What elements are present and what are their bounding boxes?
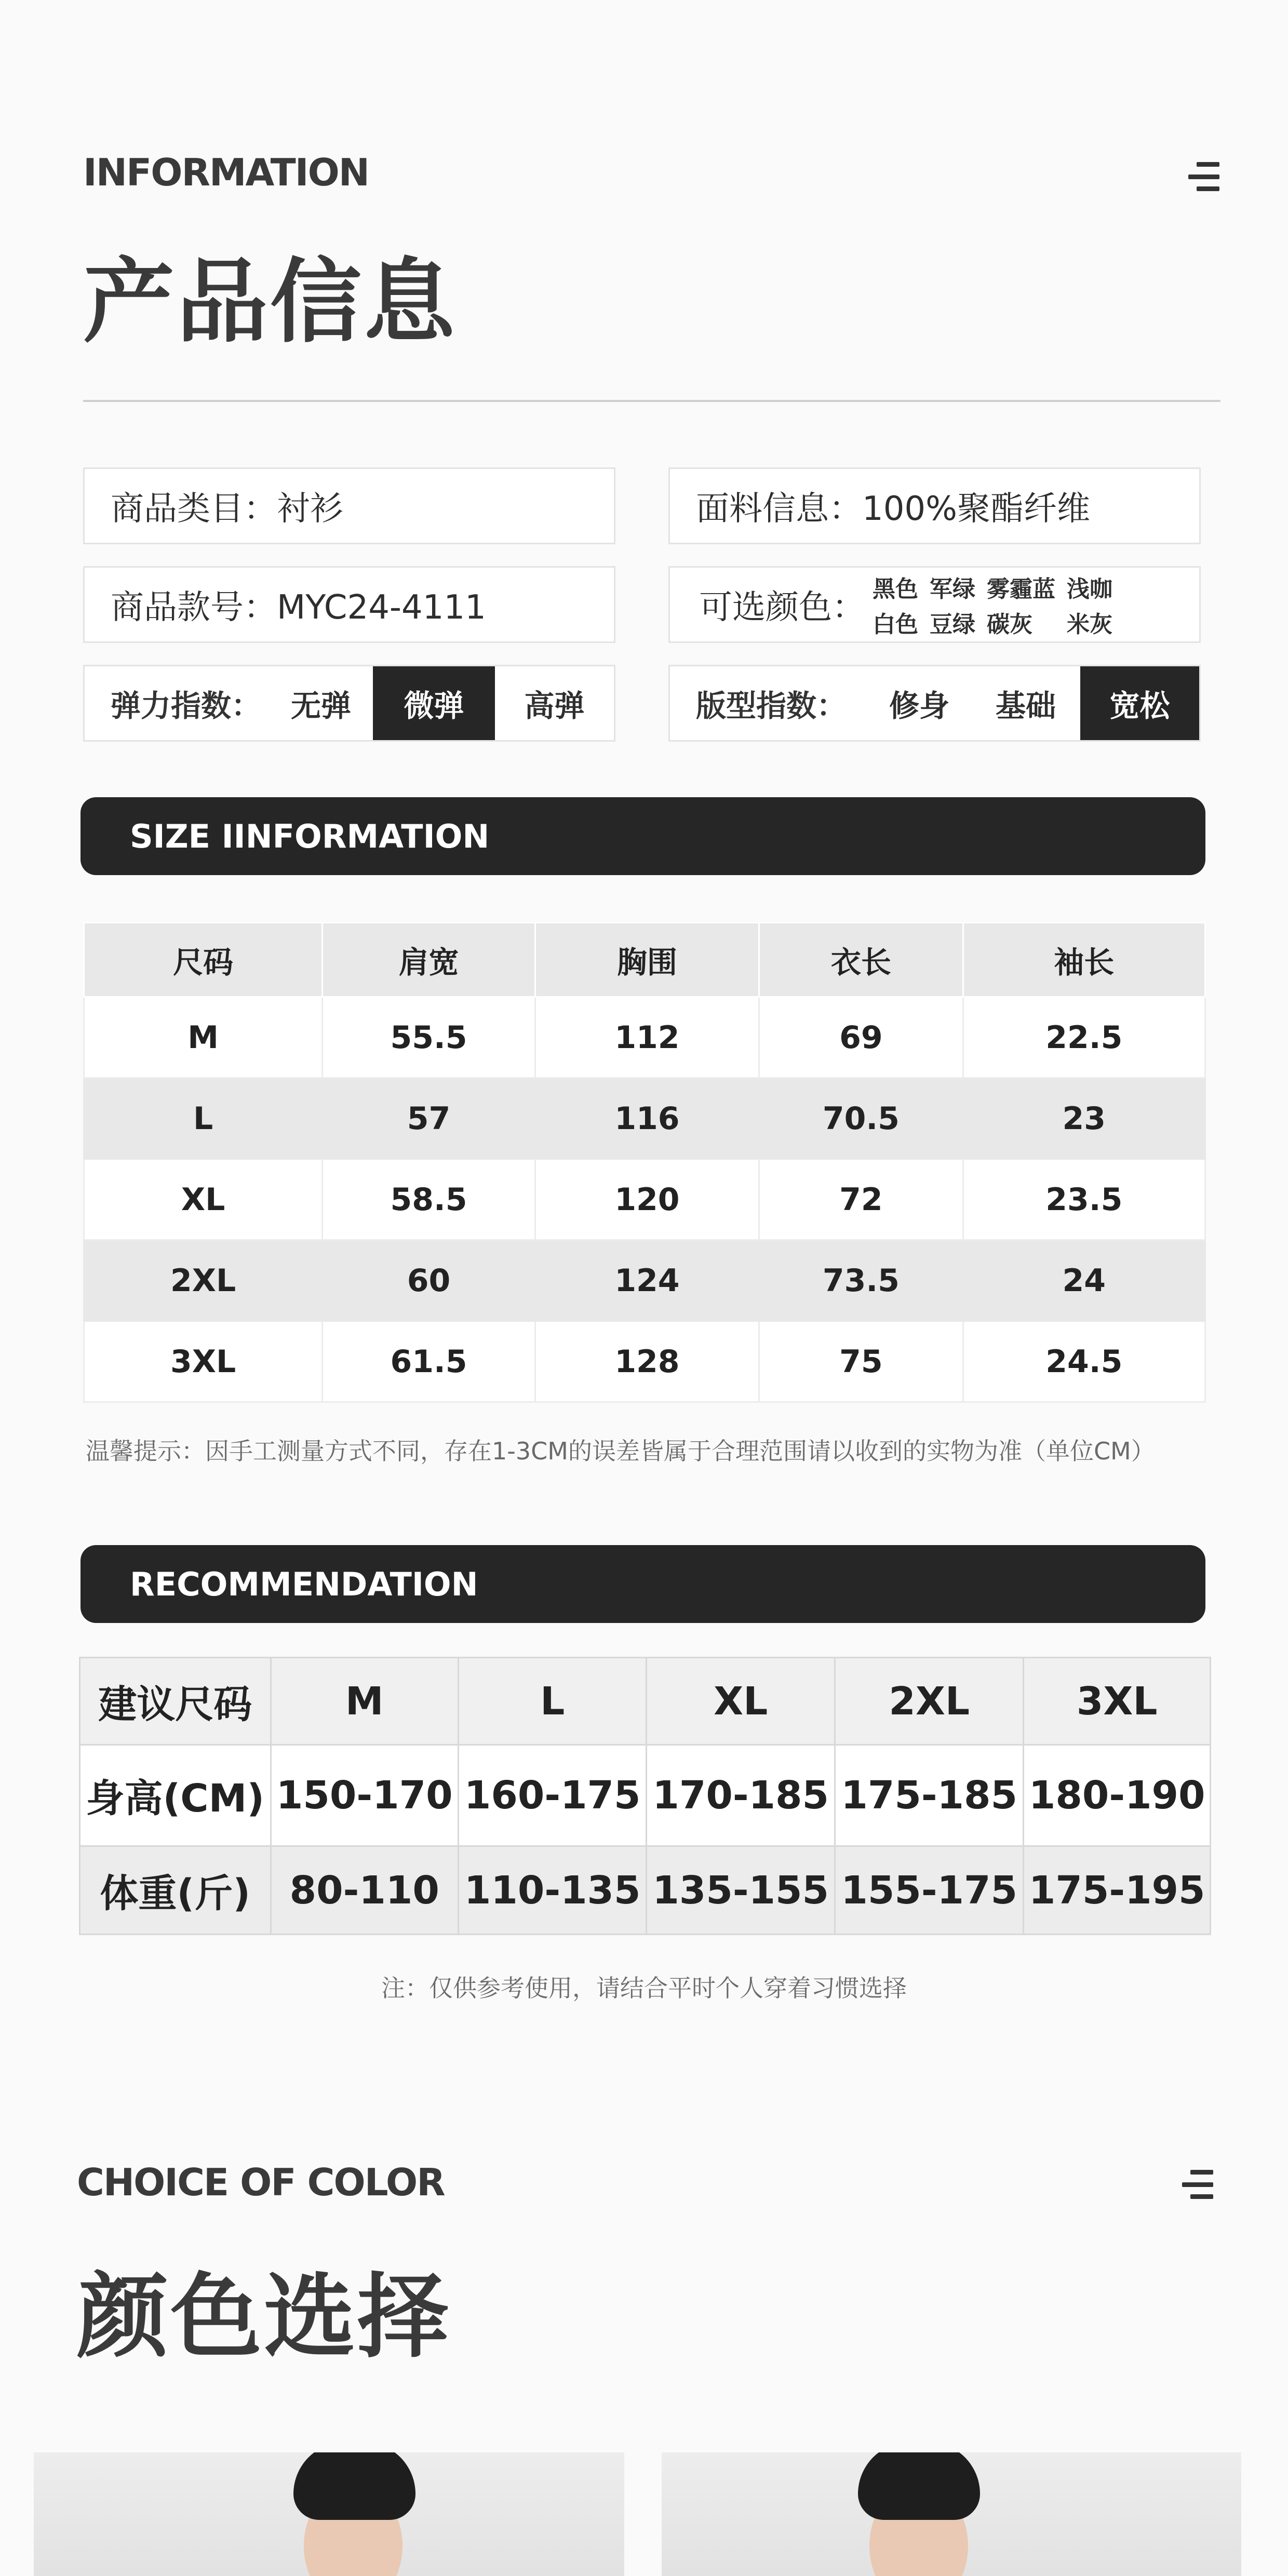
model-text: 商品款号：MYC24-4111 [111, 588, 486, 627]
info-en-title: INFORMATION [83, 151, 369, 194]
table-cell: 160-175 [458, 1745, 646, 1846]
model-box [83, 566, 615, 643]
table-cell: 110-135 [458, 1846, 646, 1935]
elasticity-label: 弹力指数： [111, 688, 262, 723]
elasticity-option[interactable]: 无弹 [290, 688, 351, 723]
table-cell: 58.5 [323, 1159, 535, 1240]
fabric-text: 面料信息：100%聚酯纤维 [696, 490, 1090, 528]
table-header-row [84, 923, 1205, 997]
row-header: 建议尺码 [80, 1658, 271, 1745]
table-row [80, 1745, 1211, 1846]
size-section-bar: SIZE IINFORMATION [81, 797, 1205, 875]
colors-label: 可选颜色： [699, 588, 865, 627]
elasticity-scale [83, 665, 615, 742]
table-cell: 55.5 [323, 997, 535, 1078]
color-option[interactable]: 雾霾蓝 [987, 576, 1055, 602]
table-cell: L [84, 1078, 323, 1159]
table-cell: 70.5 [759, 1078, 963, 1159]
table-cell: 150-170 [271, 1745, 458, 1846]
table-cell: 61.5 [323, 1321, 535, 1402]
table-cell: 155-175 [835, 1846, 1023, 1935]
table-cell: L [458, 1658, 646, 1745]
table-cell: 75 [759, 1321, 963, 1402]
color-en-title: CHOICE OF COLOR [77, 2161, 445, 2204]
colors-list [873, 570, 1112, 639]
table-cell: 170-185 [647, 1745, 835, 1846]
color-option[interactable]: 米灰 [1067, 611, 1112, 638]
table-cell: 180-190 [1024, 1745, 1211, 1846]
table-cell: M [271, 1658, 458, 1745]
table-cell: XL [84, 1159, 323, 1240]
color-option[interactable]: 浅咖 [1067, 576, 1112, 602]
table-cell: 69 [759, 997, 963, 1078]
recommendation-note: 注：仅供参考使用，请结合平时个人穿着习惯选择 [381, 1974, 907, 2002]
fit-option[interactable]: 基础 [995, 688, 1056, 723]
product-photo-right[interactable] [662, 2452, 1241, 2576]
fabric-box [668, 467, 1201, 544]
table-cell: 124 [535, 1240, 759, 1321]
table-cell: 175-195 [1024, 1846, 1211, 1935]
table-cell: 23 [963, 1078, 1205, 1159]
menu-icon[interactable] [1182, 2170, 1213, 2199]
table-cell: 2XL [84, 1240, 323, 1321]
table-row [84, 1321, 1205, 1402]
table-row [80, 1846, 1211, 1935]
color-option[interactable]: 黑色 [873, 576, 918, 602]
color-option[interactable]: 碳灰 [987, 611, 1032, 638]
table-cell: XL [647, 1658, 835, 1745]
model-hair [293, 2452, 415, 2520]
table-row [80, 1658, 1211, 1745]
size-table [83, 922, 1206, 1403]
table-cell: M [84, 997, 323, 1078]
table-cell: 116 [535, 1078, 759, 1159]
info-cn-title: 产品信息 [83, 249, 458, 355]
model-hair [858, 2452, 980, 2520]
category-box [83, 467, 615, 544]
table-row [84, 1078, 1205, 1159]
fit-option[interactable]: 修身 [889, 688, 949, 723]
recommendation-table [79, 1657, 1211, 1935]
table-cell: 24 [963, 1240, 1205, 1321]
table-cell: 135-155 [647, 1846, 835, 1935]
row-header: 身高(CM) [80, 1745, 271, 1846]
table-cell: 80-110 [271, 1846, 458, 1935]
row-header: 体重(斤) [80, 1846, 271, 1935]
table-cell: 2XL [835, 1658, 1023, 1745]
table-row [84, 1240, 1205, 1321]
colors-box [668, 566, 1201, 643]
table-cell: 24.5 [963, 1321, 1205, 1402]
table-header: 肩宽 [323, 923, 535, 997]
color-option[interactable]: 白色 [873, 611, 918, 638]
table-cell: 23.5 [963, 1159, 1205, 1240]
table-cell: 57 [323, 1078, 535, 1159]
table-cell: 128 [535, 1321, 759, 1402]
color-cn-title: 颜色选择 [77, 2264, 451, 2370]
table-header: 袖长 [963, 923, 1205, 997]
table-header: 尺码 [84, 923, 323, 997]
menu-icon[interactable] [1188, 162, 1219, 191]
table-cell: 73.5 [759, 1240, 963, 1321]
category-text: 商品类目：衬衫 [111, 490, 343, 528]
table-header: 衣长 [759, 923, 963, 997]
table-cell: 3XL [84, 1321, 323, 1402]
color-option[interactable]: 豆绿 [930, 611, 975, 638]
fit-label: 版型指数： [696, 688, 847, 723]
divider [83, 400, 1220, 402]
size-note: 温馨提示：因手工测量方式不同，存在1-3CM的误差皆属于合理范围请以收到的实物为准（单位CM） [86, 1437, 1155, 1465]
elasticity-option-selected[interactable]: 微弹 [373, 666, 495, 740]
elasticity-option[interactable]: 高弹 [524, 688, 585, 723]
table-row [84, 997, 1205, 1078]
table-cell: 120 [535, 1159, 759, 1240]
table-row [84, 1159, 1205, 1240]
fit-option-selected[interactable]: 宽松 [1080, 666, 1199, 740]
table-cell: 3XL [1024, 1658, 1211, 1745]
recommendation-bar: RECOMMENDATION [81, 1545, 1205, 1623]
table-cell: 175-185 [835, 1745, 1023, 1846]
table-header: 胸围 [535, 923, 759, 997]
product-photo-left[interactable] [34, 2452, 624, 2576]
table-cell: 72 [759, 1159, 963, 1240]
fit-scale [668, 665, 1201, 742]
table-cell: 22.5 [963, 997, 1205, 1078]
color-option[interactable]: 军绿 [930, 576, 975, 602]
table-cell: 112 [535, 997, 759, 1078]
table-cell: 60 [323, 1240, 535, 1321]
